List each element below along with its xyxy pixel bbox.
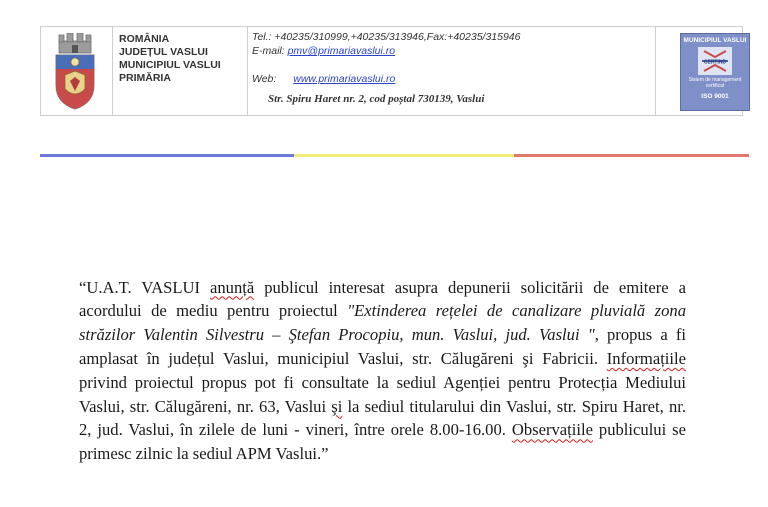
municipality-name: MUNICIPIUL VASLUI bbox=[119, 59, 221, 71]
iso-badge-code: ISO 9001 bbox=[701, 93, 729, 100]
divider-red bbox=[514, 154, 749, 157]
contact-cell bbox=[248, 27, 656, 115]
country-name: ROMÂNIA bbox=[119, 33, 170, 45]
certind-logo-text: CERTIND bbox=[703, 59, 727, 66]
office-name: PRIMĂRIA bbox=[119, 72, 171, 84]
coat-of-arms-icon bbox=[53, 33, 97, 111]
divider-yellow bbox=[294, 154, 514, 157]
email-line bbox=[252, 45, 395, 57]
email-link[interactable]: pmv@primariavaslui.ro bbox=[287, 45, 396, 57]
iso-badge-title: MUNICIPIUL VASLUI bbox=[683, 37, 747, 44]
email-label: E-mail: bbox=[252, 45, 285, 57]
iso-badge-subtitle: Sistem de management certificat bbox=[688, 77, 742, 89]
county-name: JUDEȚUL VASLUI bbox=[119, 46, 208, 58]
text-segment: publicul interesat asupra depunerii solicitării de emitere a acordului de mediu pentru proiectul bbox=[79, 277, 686, 321]
spellcheck-word: Observațiile bbox=[511, 420, 593, 440]
institution-name-cell bbox=[113, 27, 248, 115]
spellcheck-word: anunță bbox=[210, 277, 255, 297]
iso-cell bbox=[656, 27, 747, 115]
text-segment: “U.A.T. VASLUI bbox=[79, 277, 211, 297]
text-segment: , propus a fi amplasat în județul Vaslui, municipiul Vaslui, str. Călugăreni şi Fabricii. bbox=[79, 325, 686, 368]
web-line bbox=[252, 73, 395, 85]
letterhead bbox=[40, 26, 747, 116]
spellcheck-word: Informațiile bbox=[606, 348, 686, 368]
web-link[interactable]: www.primariavaslui.ro bbox=[293, 73, 396, 85]
iso-certification-badge bbox=[680, 33, 750, 111]
text-segment: privind proiectul propus pot fi consultate la sediul Agenției pentru Protecția Mediului Vaslui, str. Călugăreni, nr. 63, Vaslui bbox=[79, 372, 686, 416]
crest-cell bbox=[41, 27, 113, 115]
text-segment: la sediul titularului din Vaslui, str. Spiru Haret, nr. 2, jud. Vaslui, în zilele de luni - vineri, între orele 8.00-16.00. bbox=[79, 396, 686, 440]
spellcheck-word: şi bbox=[331, 396, 343, 416]
postal-address: Str. Spiru Haret nr. 2, cod poștal 730139, Vaslui bbox=[268, 93, 485, 105]
project-title: "Extinderea rețelei de canalizare pluvială zona străzilor Valentin Silvestru – Ştefan Procopiu, mun. Vaslui, jud. Vaslui " bbox=[79, 301, 686, 345]
web-label: Web: bbox=[252, 73, 277, 85]
announcement-paragraph bbox=[79, 276, 686, 466]
text-segment: publicului se primesc zilnic la sediul APM Vaslui.” bbox=[79, 420, 686, 464]
divider-blue bbox=[40, 154, 294, 157]
certind-logo-icon bbox=[698, 47, 732, 75]
phone-fax-line: Tel.: +40235/310999,+40235/313946,Fax:+40235/315946 bbox=[252, 31, 521, 43]
